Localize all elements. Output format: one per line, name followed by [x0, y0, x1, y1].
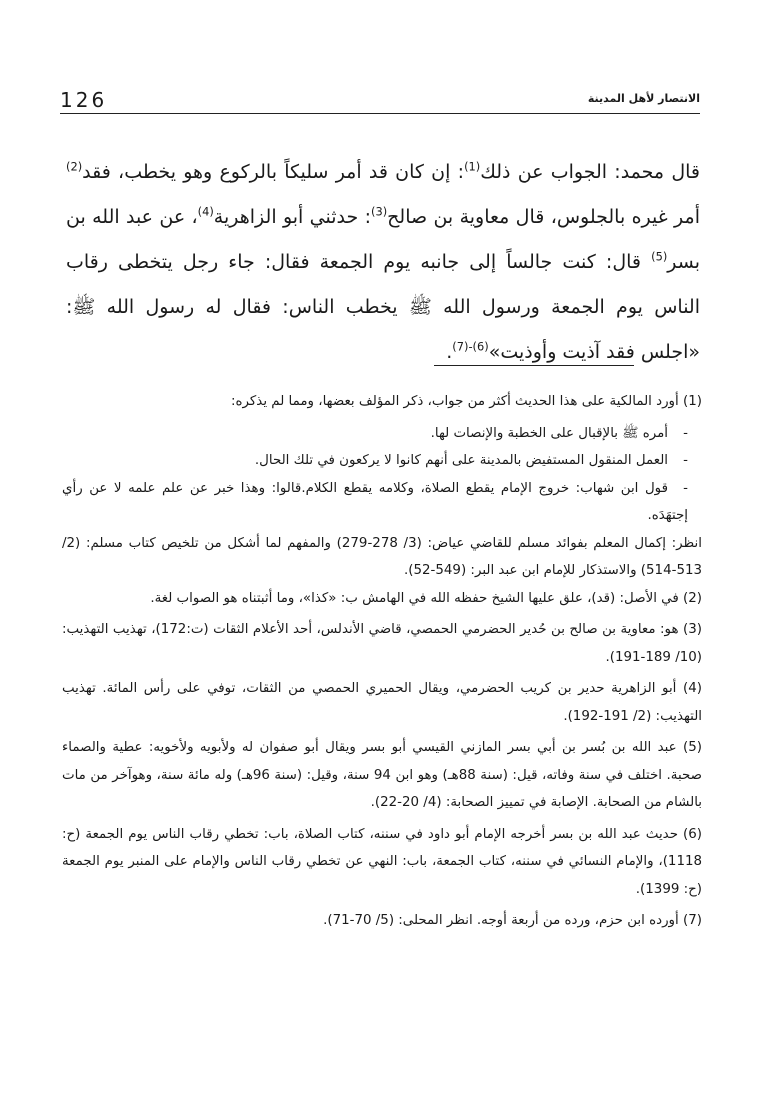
- list-item: أمره ﷺ بالإقبال على الخطبة والإنصات لها.: [430, 425, 668, 441]
- footnote-ref-4[interactable]: (4): [197, 204, 214, 219]
- footnote-ref-1[interactable]: (1): [464, 159, 481, 174]
- footnote-7: [62, 907, 702, 935]
- text-run: أمر غيره بالجلوس، قال معاوية بن صالح: [387, 206, 700, 228]
- footnote-separator: [434, 365, 634, 366]
- footnote-2: [62, 585, 702, 613]
- dash-bullet: -: [683, 453, 688, 468]
- page-number: 126: [60, 88, 108, 112]
- text-run: قال محمد: الجواب عن ذلك: [480, 161, 701, 183]
- footnote-4: [62, 675, 702, 730]
- text-run: : حدثني أبو الزاهرية: [213, 206, 371, 228]
- footnote-1-item: [62, 420, 702, 448]
- page-header: [60, 88, 700, 112]
- footnote-5: [62, 734, 702, 817]
- footnote-text: أورده ابن حزم، ورده من أربعة أوجه. انظر المحلى: (5/ 70-71).: [323, 913, 683, 928]
- footnote-text: أبو الزاهرية حدير بن كريب الحضرمي، ويقال الحميري الحمصي من الثقات، توفي على رأس المائة. تهذيب التهذيب: (2/ 191-192).: [62, 681, 702, 724]
- footnote-1-item: [62, 447, 702, 475]
- footnotes: [62, 388, 702, 939]
- text-run: ، عن عبد الله بن بسر: [66, 206, 700, 273]
- footnote-text: أورد المالكية على هذا الحديث أكثر من جواب، ذكر المؤلف بعضها، ومما لم يذكره:: [231, 394, 683, 409]
- footnote-number: (1): [683, 394, 702, 409]
- main-paragraph: [66, 150, 700, 375]
- footnote-ref-5[interactable]: (5): [651, 249, 668, 264]
- main-text: [66, 150, 700, 375]
- footnote-number: (3): [683, 622, 703, 637]
- footnote-text: حديث عبد الله بن بسر أخرجه الإمام أبو داود في سننه، كتاب الصلاة، باب: تخطي رقاب الناس يوم الجمعة (ح: 1118)، والإمام النسائي في سننه، كتاب الجمعة، باب: النهي عن تخطي رقاب الناس والإمام على المنبر يوم الجمعة (ح: 1399).: [62, 826, 702, 897]
- footnote-number: (4): [683, 681, 702, 696]
- dash-bullet: -: [683, 480, 688, 496]
- text-run: .: [446, 341, 453, 363]
- footnote-ref-6-7[interactable]: (6)-(7): [452, 339, 489, 354]
- footnote-text: في الأصل: (قد)، علق عليها الشيخ حفظه الله في الهامش ب: «كذا»، وما أثبتناه هو الصواب لغة.: [150, 590, 683, 606]
- footnote-6: [62, 821, 702, 904]
- running-title: الانتصار لأهل المدينة: [587, 92, 700, 105]
- list-item: قول ابن شهاب: خروج الإمام يقطع الصلاة، وكلامه يقطع الكلام.قالوا: وهذا خبر عن علم علمه لا عن رأي إجتهَدَه.: [62, 480, 688, 523]
- text-run: قال: كنت جالساً إلى جانبه يوم الجمعة فقال: جاء رجل يتخطى رقاب الناس يوم الجمعة ورسول الله ﷺ يخطب الناس: فقال له رسول الله ﷺ: «اجلس فقد آذيت وأوذيت»: [66, 251, 700, 363]
- footnote-text: عبد الله بن بُسر بن أبي بسر المازني القيسي أبو بسر ويقال أبو صفوان له ولأبويه ولأخويه: عطية والصماء صحبة. اختلف في سنة وفاته، قيل: (سنة 88هـ) وهو ابن 94 سنة، وقيل: (سنة 96هـ) وله مائة سنة، وهوآخر من مات بالشام من الصحابة. الإصابة في تمييز الصحابة: (4/ 20-22).: [62, 740, 702, 810]
- header-rule: [60, 113, 700, 114]
- footnote-ref-3[interactable]: (3): [371, 204, 388, 219]
- footnote-3: [62, 616, 702, 671]
- text-run: : إن كان قد أمر سليكاً بالركوع وهو يخطب، فقد: [82, 161, 465, 183]
- footnote-ref-2[interactable]: (2): [66, 159, 83, 174]
- footnote-1-item: [62, 475, 702, 530]
- footnote-number: (2): [683, 590, 702, 606]
- footnote-text: هو: معاوية بن صالح بن حُدير الحضرمي الحمصي، قاضي الأندلس، أحد الأعلام الثقات (ت:172)، تهذيب التهذيب: (10/ 189-191).: [62, 622, 702, 665]
- footnote-number: (5): [683, 740, 702, 755]
- footnote-number: (6): [683, 826, 702, 842]
- footnote-number: (7): [683, 913, 702, 928]
- footnote-1-reference: انظر: إكمال المعلم بفوائد مسلم للقاضي عياض: (3/ 278-279) والمفهم لما أشكل من تلخيص كتاب مسلم: (2/ 513-514) والاستذكار للإمام ابن عبد البر: (549-52).: [62, 535, 702, 578]
- footnote-1: [62, 388, 702, 416]
- dash-bullet: -: [683, 425, 688, 441]
- list-item: العمل المنقول المستفيض بالمدينة على أنهم كانوا لا يركعون في تلك الحال.: [254, 453, 668, 468]
